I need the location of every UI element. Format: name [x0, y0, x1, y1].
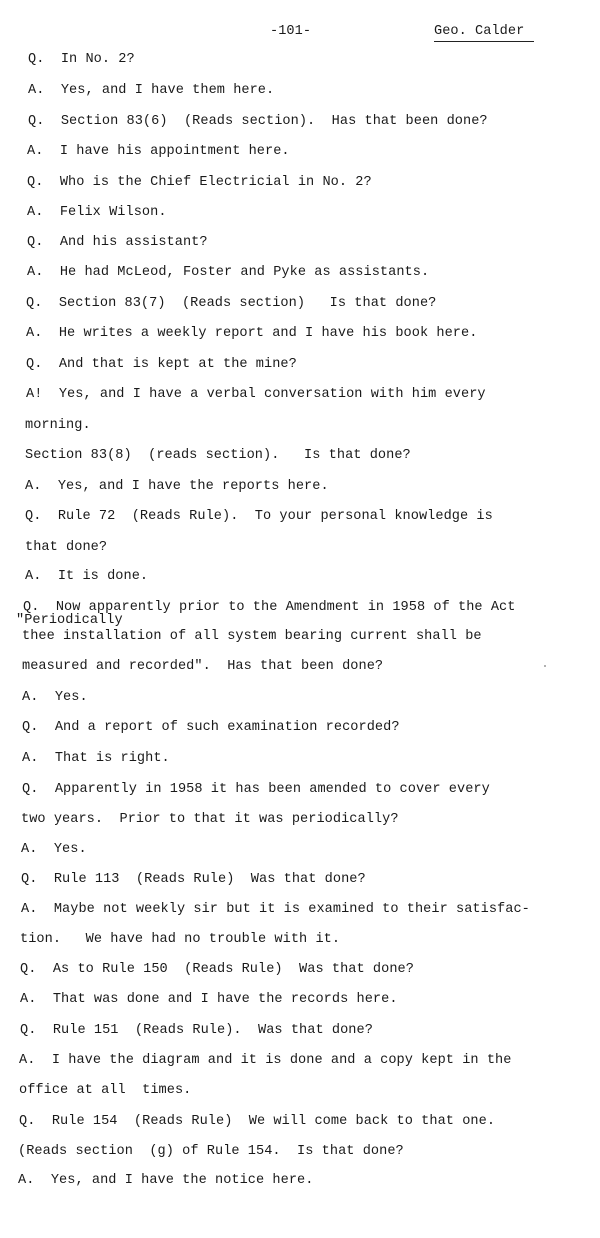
witness-name: Geo. Calder — [434, 24, 534, 42]
transcript-line: office at all times. — [19, 1083, 192, 1098]
transcript-line: A. Yes. — [21, 842, 87, 857]
transcript-line: measured and recorded". Has that been done? — [22, 659, 384, 674]
transcript-line: A. I have the diagram and it is done and a copy kept in the — [19, 1053, 512, 1068]
transcript-line: Q. Rule 113 (Reads Rule) Was that done? — [21, 872, 366, 887]
transcript-line: A. That is right. — [22, 751, 170, 766]
transcript-line: Q. Section 83(6) (Reads section). Has that been done? — [28, 114, 488, 129]
transcript-line: A. That was done and I have the records here. — [20, 992, 398, 1007]
transcript-line: Q. Apparently in 1958 it has been amended to cover every — [22, 782, 490, 797]
scan-speck — [544, 665, 546, 667]
transcript-line: A. Yes. — [22, 690, 88, 705]
transcript-line: two years. Prior to that it was periodically? — [21, 812, 399, 827]
transcript-line: A! Yes, and I have a verbal conversation with him every — [26, 387, 486, 402]
transcript-line: Q. And his assistant? — [27, 235, 208, 250]
transcript-line: A. Yes, and I have the notice here. — [18, 1173, 314, 1188]
transcript-line: Q. Section 83(7) (Reads section) Is that done? — [26, 296, 437, 311]
transcript-line: Q. And that is kept at the mine? — [26, 357, 297, 372]
transcript-line: tion. We have had no trouble with it. — [20, 932, 341, 947]
transcript-line: A. He had McLeod, Foster and Pyke as assistants. — [27, 265, 430, 280]
transcript-line: Q. As to Rule 150 (Reads Rule) Was that done? — [20, 962, 414, 977]
transcript-line: A. I have his appointment here. — [27, 144, 290, 159]
transcript-line: Q. Now apparently prior to the Amendment in 1958 of the Act — [23, 600, 516, 615]
transcript-line: A. Yes, and I have the reports here. — [25, 479, 329, 494]
transcript-line: A. Felix Wilson. — [27, 205, 167, 220]
transcript-line: Q. Rule 154 (Reads Rule) We will come back to that one. — [19, 1114, 496, 1129]
transcript-line: Q. In No. 2? — [28, 52, 135, 67]
transcript-line: A. It is done. — [25, 569, 149, 584]
transcript-line: Section 83(8) (reads section). Is that done? — [25, 448, 411, 463]
transcript-line: thee installation of all system bearing current shall be — [22, 629, 482, 644]
page-number: -101- — [270, 24, 312, 39]
transcript-line: Q. Rule 151 (Reads Rule). Was that done? — [20, 1023, 373, 1038]
transcript-line: Q. Who is the Chief Electricial in No. 2? — [27, 175, 372, 190]
transcript-line: A. He writes a weekly report and I have his book here. — [26, 326, 478, 341]
transcript-line: Q. Rule 72 (Reads Rule). To your personal knowledge is — [25, 509, 493, 524]
transcript-line: (Reads section (g) of Rule 154. Is that done? — [18, 1144, 404, 1159]
transcript-line: that done? — [25, 540, 108, 555]
transcript-line: A. Maybe not weekly sir but it is examined to their satisfac- — [21, 902, 530, 917]
transcript-line: "Periodically — [16, 613, 123, 628]
transcript-line: A. Yes, and I have them here. — [28, 83, 275, 98]
transcript-line: morning. — [25, 418, 91, 433]
transcript-line: Q. And a report of such examination recorded? — [22, 720, 400, 735]
